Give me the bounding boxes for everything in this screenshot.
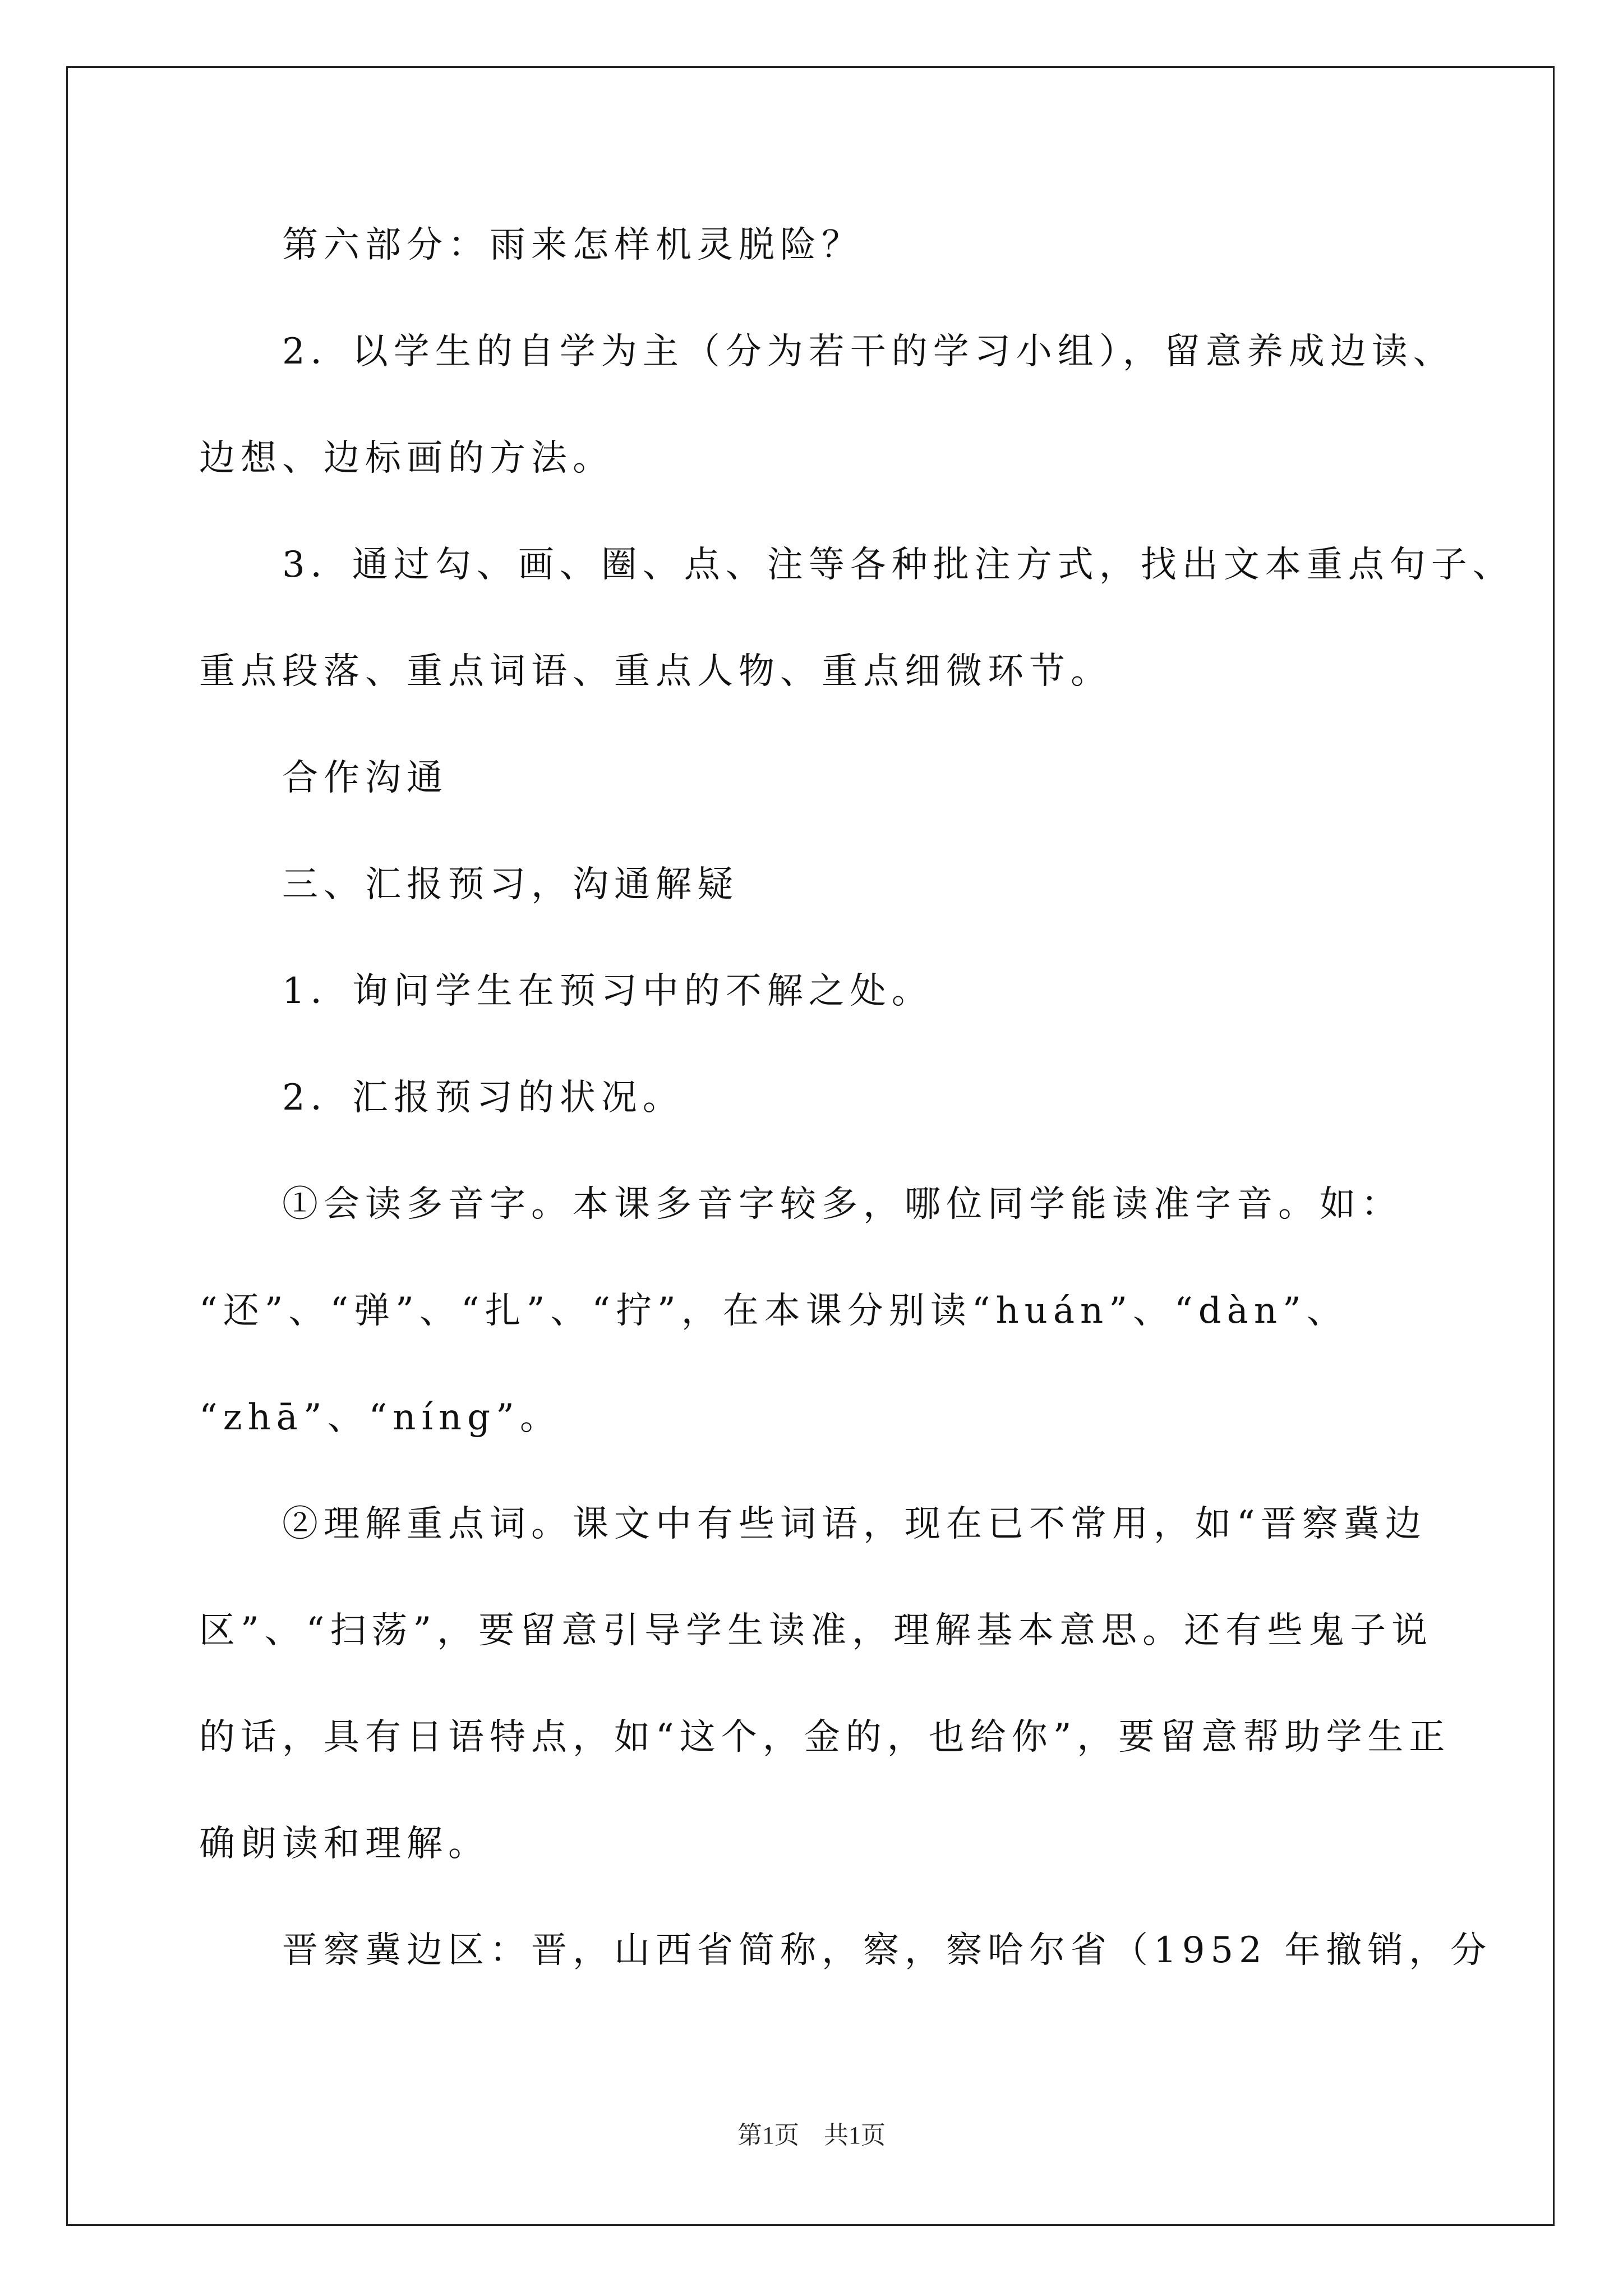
text-line: 1．询问学生在预习中的不解之处。 — [282, 970, 933, 1012]
text-line: ②理解重点词。课文中有些词语，现在已不常用，如“晋察冀边 — [282, 1503, 1427, 1545]
text-line: 第六部分：雨来怎样机灵脱险？ — [282, 224, 863, 266]
text-line: 晋察冀边区：晋，山西省简称，察，察哈尔省（1952 年撤销，分 — [282, 1930, 1492, 1971]
text-line: 3．通过勾、画、圈、点、注等各种批注方式，找出文本重点句子、 — [282, 544, 1514, 586]
text-line: “还”、“弹”、“扎”、“拧”，在本课分别读“huán”、“dàn”、 — [199, 1290, 1348, 1332]
text-line: 确朗读和理解。 — [199, 1823, 490, 1865]
page-border — [66, 66, 1555, 2226]
text-line: ①会读多音字。本课多音字较多，哪位同学能读准字音。如： — [282, 1184, 1403, 1225]
text-line: “zhā”、“níng”。 — [199, 1397, 561, 1438]
page-footer: 第1页 共1页 — [737, 2122, 886, 2149]
text-line: 2．以学生的自学为主（分为若干的学习小组），留意养成边读、 — [282, 331, 1455, 372]
text-line: 的话，具有日语特点，如“这个，金的，也给你”，要留意帮助学生正 — [199, 1717, 1451, 1758]
section-heading: 合作沟通 — [282, 757, 448, 799]
text-line: 区”、“扫荡”，要留意引导学生读准，理解基本意思。还有些鬼子说 — [199, 1610, 1433, 1651]
text-line: 边想、边标画的方法。 — [199, 438, 614, 479]
text-line: 重点段落、重点词语、重点人物、重点细微环节。 — [199, 651, 1112, 692]
section-heading: 三、汇报预习，沟通解疑 — [282, 864, 739, 905]
text-line: 2．汇报预习的状况。 — [282, 1077, 684, 1119]
